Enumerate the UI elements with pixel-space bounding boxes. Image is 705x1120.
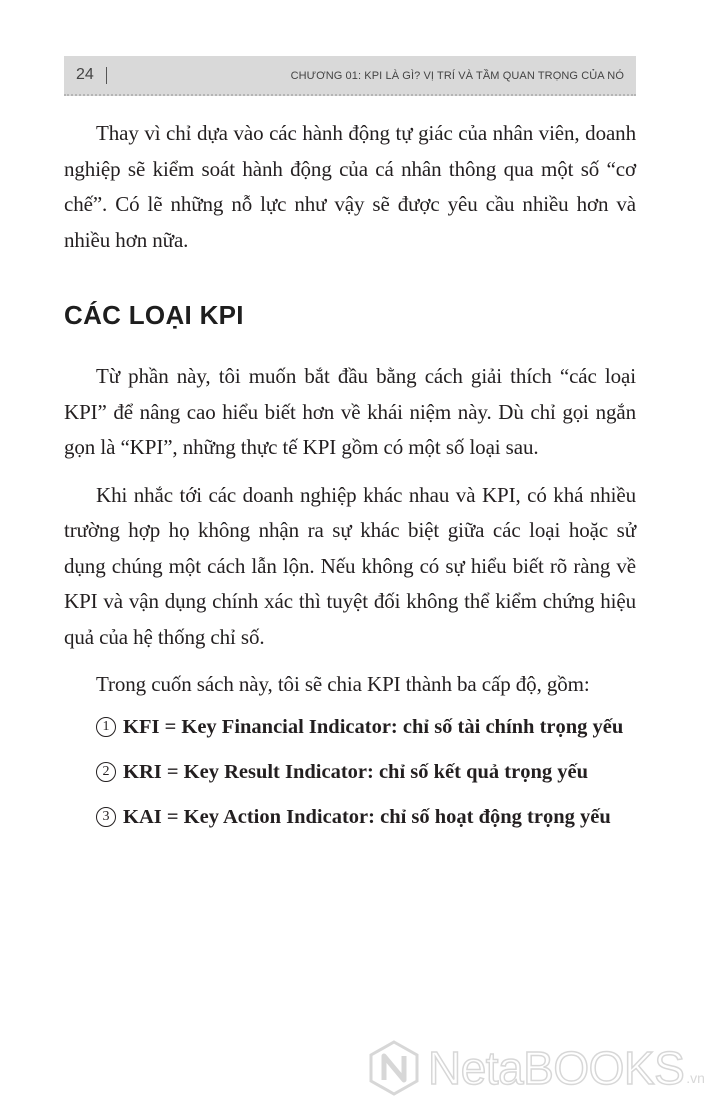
watermark-domain-suffix: .vn <box>686 1070 705 1086</box>
chapter-title: CHƯƠNG 01: KPI LÀ GÌ? VỊ TRÍ VÀ TẦM QUAN TRỌNG CỦA NÓ <box>290 70 624 82</box>
watermark-brand: NetaBOOKS <box>428 1042 685 1094</box>
circled-number: 3 <box>96 807 116 827</box>
netabooks-watermark <box>368 1040 705 1096</box>
page-number: 24 <box>76 66 94 83</box>
paragraph: Trong cuốn sách này, tôi sẽ chia KPI thành ba cấp độ, gồm: <box>96 672 590 696</box>
circled-number: 2 <box>96 762 116 782</box>
paragraph: Từ phần này, tôi muốn bắt đầu bằng cách giải thích “các loại KPI” để nâng cao hiểu biết hơn về khái niệm này. Dù chỉ gọi ngắn gọn là “KPI”, những thực tế KPI gồm có một số loại sau. <box>64 364 636 459</box>
running-header <box>64 56 636 96</box>
section-heading: CÁC LOẠI KPI <box>64 300 244 330</box>
kpi-item-text: KRI = Key Result Indicator: chỉ số kết quả trọng yếu <box>123 760 588 783</box>
kpi-item-text: KFI = Key Financial Indicator: chỉ số tài chính trọng yếu <box>123 715 624 738</box>
kpi-level-list <box>96 715 636 829</box>
kpi-item-kfi <box>96 715 636 739</box>
circled-number: 1 <box>96 717 116 737</box>
header-divider <box>106 67 107 84</box>
kpi-item-kri <box>96 760 636 784</box>
intro-paragraph: Thay vì chỉ dựa vào các hành động tự giác của nhân viên, doanh nghiệp sẽ kiểm soát hành động của cá nhân thông qua một số “cơ chế”. Có lẽ những nỗ lực như vậy sẽ được yêu cầu nhiều hơn và nhiều hơn nữa. <box>64 121 636 252</box>
netabooks-logo-icon <box>368 1040 420 1096</box>
paragraph: Khi nhắc tới các doanh nghiệp khác nhau và KPI, có khá nhiều trường hợp họ không nhận ra sự khác biệt giữa các loại hoặc sử dụng chúng một cách lẫn lộn. Nếu không có sự hiểu biết rõ ràng về KPI và vận dụng chính xác thì tuyệt đối không thể kiểm chứng hiệu quả của hệ thống chỉ số. <box>64 482 636 649</box>
page-body <box>64 116 636 850</box>
kpi-item-text: KAI = Key Action Indicator: chỉ số hoạt động trọng yếu <box>123 805 611 828</box>
kpi-item-kai <box>96 805 636 829</box>
